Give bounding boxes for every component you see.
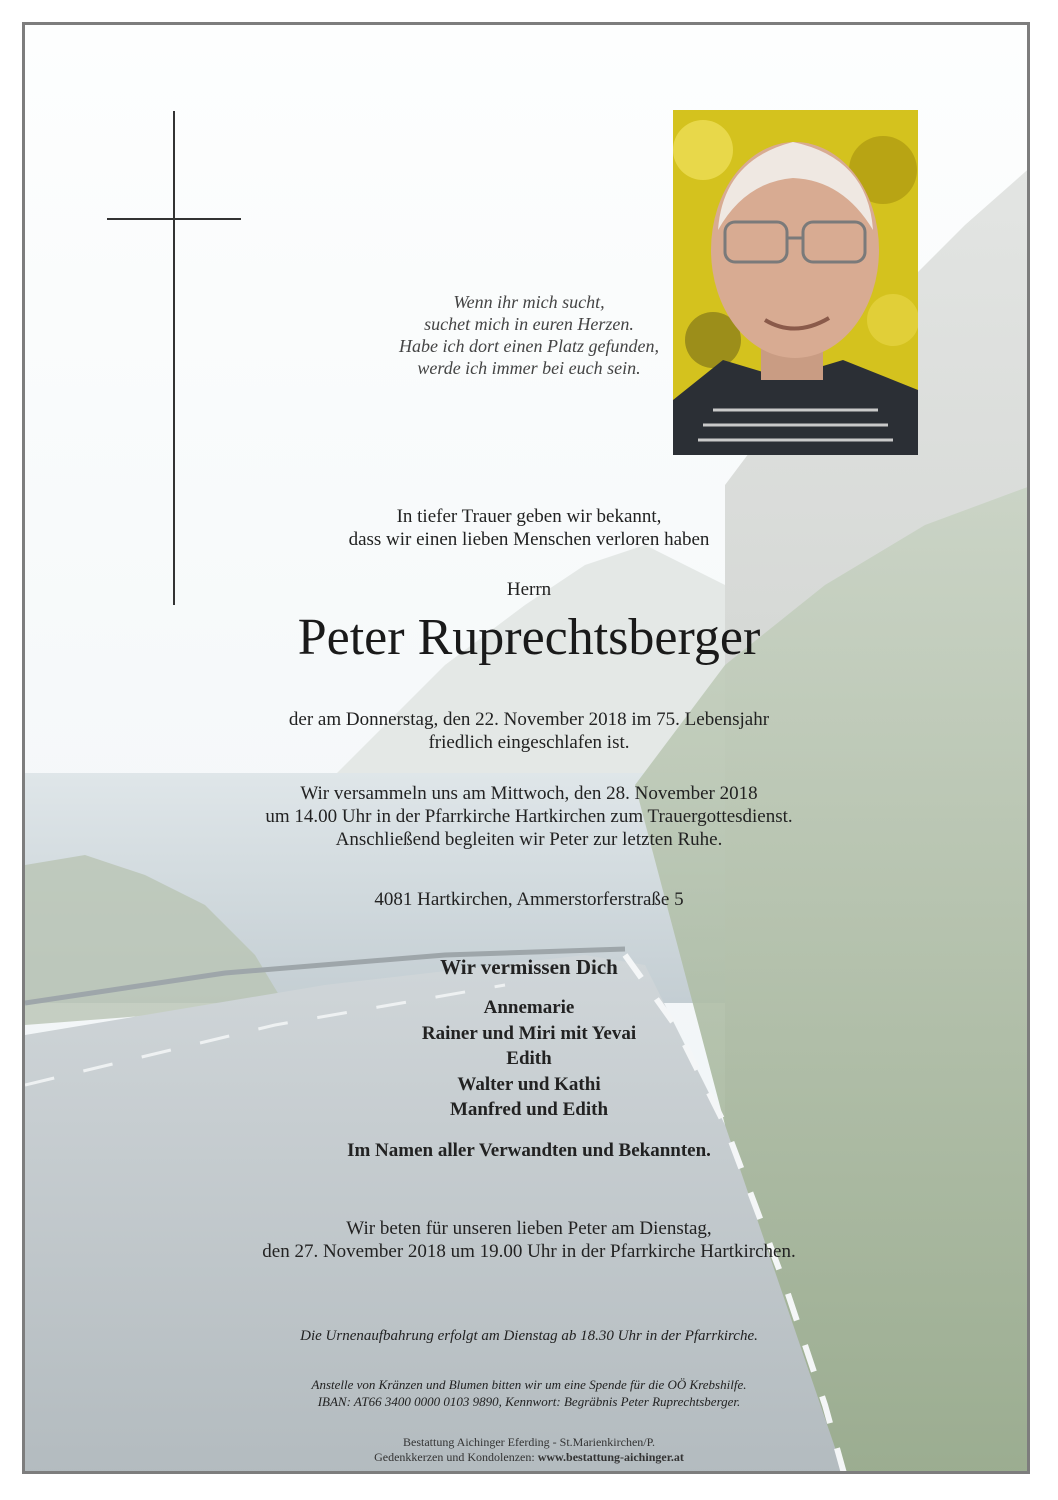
salutation: Herrn: [506, 579, 552, 600]
donation-note: [25, 1376, 1030, 1410]
cross-icon-bar: [107, 218, 241, 220]
family-member: Walter und Kathi: [457, 1073, 601, 1095]
announcement: [25, 505, 1030, 551]
undertaker-name: Bestattung Aichinger Eferding - St.Marienkirchen/P.: [403, 1435, 655, 1449]
relatives-line: Im Namen aller Verwandten und Bekannten.: [347, 1140, 711, 1161]
family-member: Manfred und Edith: [449, 1099, 609, 1120]
funeral-details: [25, 782, 1030, 851]
quote-line: suchet mich in euren Herzen.: [424, 314, 634, 334]
prayer-line: den 27. November 2018 um 19.00 Uhr in der Pfarrkirche Hartkirchen.: [262, 1241, 796, 1262]
quote-line: Habe ich dort einen Platz gefunden,: [399, 336, 659, 356]
family-member: Annemarie: [483, 997, 575, 1018]
death-notice: [25, 708, 1030, 754]
deceased-name: Peter Ruprechtsberger: [297, 609, 761, 666]
condolence-label: Gedenkkerzen und Kondolenzen:: [374, 1450, 535, 1464]
funeral-line: um 14.00 Uhr in der Pfarrkirche Hartkirchen zum Trauergottesdienst.: [265, 806, 793, 827]
death-notice-line: friedlich eingeschlafen ist.: [428, 732, 630, 753]
website-link[interactable]: www.bestattung-aichinger.at: [537, 1450, 684, 1464]
family-list: [25, 995, 1030, 1123]
urn-note: Die Urnenaufbahrung erfolgt am Dienstag ab 18.30 Uhr in der Pfarrkirche.: [300, 1328, 758, 1344]
funeral-line: Wir versammeln uns am Mittwoch, den 28. November 2018: [300, 783, 758, 804]
condolence-line: [25, 1450, 1030, 1465]
announcement-line: In tiefer Trauer geben wir bekannt,: [396, 506, 662, 527]
obituary-frame: [22, 22, 1030, 1474]
memorial-quote: [25, 291, 1030, 379]
prayer-line: Wir beten für unseren lieben Peter am Dienstag,: [346, 1218, 712, 1239]
family-member: Edith: [506, 1048, 552, 1069]
family-member: Rainer und Miri mit Yevai: [421, 1022, 637, 1044]
address: 4081 Hartkirchen, Ammerstorferstraße 5: [374, 889, 684, 910]
quote-line: Wenn ihr mich sucht,: [453, 292, 605, 312]
funeral-line: Anschließend begleiten wir Peter zur letzten Ruhe.: [335, 829, 723, 850]
announcement-line: dass wir einen lieben Menschen verloren haben: [348, 529, 710, 550]
donation-line: Anstelle von Kränzen und Blumen bitten wir um eine Spende für die OÖ Krebshilfe.: [311, 1377, 747, 1392]
prayer-details: [25, 1217, 1030, 1263]
miss-heading: Wir vermissen Dich: [440, 955, 618, 979]
portrait-photo: [673, 110, 918, 455]
donation-line: IBAN: AT66 3400 0000 0103 9890, Kennwort: Begräbnis Peter Ruprechtsberger.: [317, 1394, 741, 1409]
death-notice-line: der am Donnerstag, den 22. November 2018 im 75. Lebensjahr: [288, 709, 770, 730]
quote-line: werde ich immer bei euch sein.: [417, 358, 641, 378]
undertaker-footer: [25, 1435, 1030, 1465]
